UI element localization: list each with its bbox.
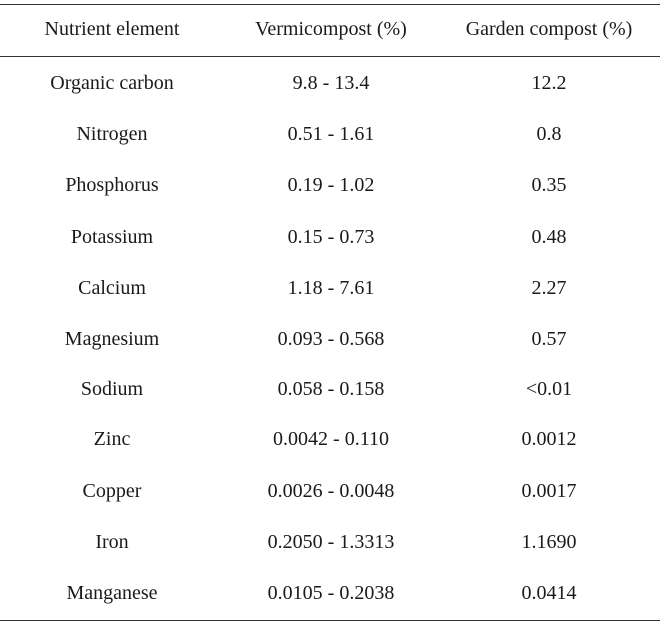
table-header-rule — [0, 56, 660, 57]
cell-vermicompost: 0.0042 - 0.110 — [273, 428, 389, 450]
cell-nutrient: Magnesium — [64, 328, 160, 350]
cell-nutrient: Iron — [95, 531, 129, 553]
table-row — [0, 414, 660, 465]
cell-nutrient: Potassium — [70, 226, 154, 248]
table-header-row — [0, 0, 660, 51]
cell-garden-compost: 0.0012 — [521, 428, 577, 450]
cell-garden-compost: 2.27 — [531, 277, 567, 299]
cell-garden-compost: 0.0414 — [521, 582, 577, 604]
cell-garden-compost: 1.1690 — [521, 531, 577, 553]
table-row — [0, 160, 660, 211]
header-vermicompost: Vermicompost (%) — [255, 18, 407, 40]
table-bottom-rule — [0, 620, 660, 621]
table-row — [0, 364, 660, 415]
header-garden-compost: Garden compost (%) — [465, 18, 633, 40]
table-row — [0, 212, 660, 263]
table-row — [0, 314, 660, 365]
header-nutrient-element: Nutrient element — [44, 18, 180, 40]
cell-garden-compost: 0.48 — [531, 226, 567, 248]
cell-nutrient: Calcium — [78, 277, 146, 299]
table-row — [0, 263, 660, 314]
cell-nutrient: Copper — [82, 480, 142, 502]
cell-garden-compost: 0.0017 — [521, 480, 577, 502]
cell-vermicompost: 0.2050 - 1.3313 — [267, 531, 395, 553]
cell-vermicompost: 0.51 - 1.61 — [287, 123, 375, 145]
cell-nutrient: Zinc — [93, 428, 131, 450]
cell-garden-compost: 0.35 — [531, 174, 567, 196]
cell-vermicompost: 9.8 - 13.4 — [292, 72, 370, 94]
cell-vermicompost: 0.19 - 1.02 — [287, 174, 375, 196]
cell-garden-compost: 0.8 — [536, 123, 562, 145]
cell-vermicompost: 0.15 - 0.73 — [287, 226, 375, 248]
cell-nutrient: Sodium — [80, 378, 144, 400]
cell-garden-compost: 0.57 — [531, 328, 567, 350]
table-row — [0, 568, 660, 619]
cell-nutrient: Manganese — [66, 582, 158, 604]
cell-garden-compost: <0.01 — [525, 378, 573, 400]
table-row — [0, 517, 660, 568]
cell-garden-compost: 12.2 — [531, 72, 567, 94]
table-row — [0, 109, 660, 160]
cell-vermicompost: 0.0026 - 0.0048 — [267, 480, 395, 502]
cell-vermicompost: 0.0105 - 0.2038 — [267, 582, 395, 604]
cell-nutrient: Phosphorus — [65, 174, 159, 196]
table-row — [0, 466, 660, 517]
cell-nutrient: Nitrogen — [76, 123, 148, 145]
cell-nutrient: Organic carbon — [50, 72, 174, 94]
table-row — [0, 58, 660, 109]
cell-vermicompost: 0.093 - 0.568 — [277, 328, 385, 350]
cell-vermicompost: 0.058 - 0.158 — [277, 378, 385, 400]
cell-vermicompost: 1.18 - 7.61 — [287, 277, 375, 299]
